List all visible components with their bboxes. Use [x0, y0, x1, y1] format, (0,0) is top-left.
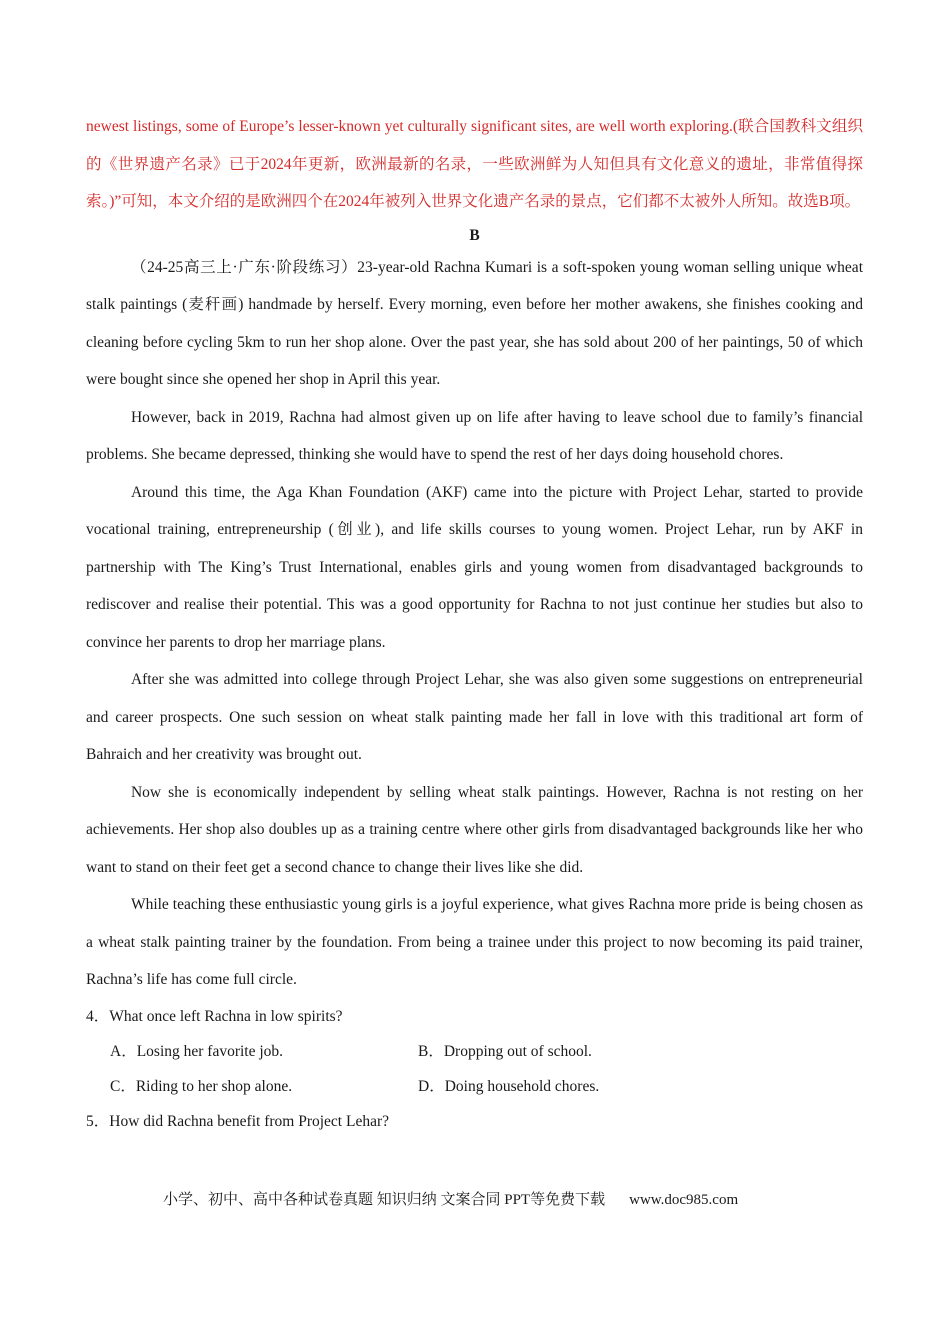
passage-paragraph-1: （24-25高三上·广东·阶段练习）23-year-old Rachna Kumari is a soft-spoken young woman selling unique wheat stalk paintings (麦秆画) handmade by herself. Every morning, even before her mother awakens, she finishes cooking and cleaning before cycling 5km to run her shop alone. Over the past year, she has sold about 200 of her paintings, 50 of which were bought since she opened her shop in April this year. — [86, 258, 863, 388]
question-5: 5．How did Rachna benefit from Project Lehar? — [86, 1112, 390, 1130]
passage-label: B — [469, 226, 480, 244]
answer-explanation — [86, 108, 863, 221]
passage-paragraph-6: While teaching these enthusiastic young girls is a joyful experience, what gives Rachna more pride is being chosen as a wheat stalk painting trainer by the foundation. From being a trainee under this project to now becoming its paid trainer, Rachna’s life has come full circle. — [86, 896, 863, 988]
option-a: A．Losing her favorite job. — [110, 1042, 284, 1060]
passage-paragraph-3: Around this time, the Aga Khan Foundation (AKF) came into the picture with Project Lehar, started to provide vocational training, entrepreneurship (创业), and life skills courses to young women. Project Lehar, run by AKF in partnership with The King’s Trust International, enables girls and young women from disadvantaged backgrounds to rediscover and realise their potential. This was a good opportunity for Rachna to not just continue her studies but also to convince her parents to drop her marriage plans. — [86, 483, 863, 651]
footer-text: 小学、初中、高中各种试卷真题 知识归纳 文案合同 PPT等免费下载 — [163, 1192, 606, 1208]
option-b: B．Dropping out of school. — [418, 1042, 592, 1060]
option-d: D．Doing household chores. — [418, 1077, 600, 1095]
document-page — [86, 108, 863, 1139]
passage-paragraph-4: After she was admitted into college through Project Lehar, she was also given some suggestions on entrepreneurial and career prospects. One such session on wheat stalk painting made her fall in love with this traditional art form of Bahraich and her creativity was brought out. — [86, 671, 863, 763]
explanation-text: newest listings, some of Europe’s lesser-known yet culturally significant sites, are well worth exploring.(联合国教科文组织的《世界遗产名录》已于2024年更新，欧洲最新的名录，一些欧洲鲜为人知但具有文化意义的遗址，非常值得探索。)”可知，本文介绍的是欧洲四个在2024年被列入世界文化遗产名录的景点，它们都不太被外人所知。故选B项。 — [86, 118, 863, 210]
passage-paragraph-2: However, back in 2019, Rachna had almost given up on life after having to leave school due to family’s financial problems. She became depressed, thinking she would have to spend the rest of her days doing household chores. — [86, 408, 863, 463]
footer-url[interactable]: www.doc985.com — [629, 1192, 739, 1208]
question-4: 4．What once left Rachna in low spirits? — [86, 1007, 343, 1025]
page-footer — [163, 1188, 803, 1212]
option-c: C．Riding to her shop alone. — [110, 1077, 293, 1095]
question-4-options — [86, 1034, 863, 1104]
passage-paragraph-5: Now she is economically independent by selling wheat stalk paintings. However, Rachna is not resting on her achievements. Her shop also doubles up as a training centre where other girls from disadvantaged backgrounds like her who want to stand on their feet get a second chance to change their lives like she did. — [86, 783, 863, 876]
